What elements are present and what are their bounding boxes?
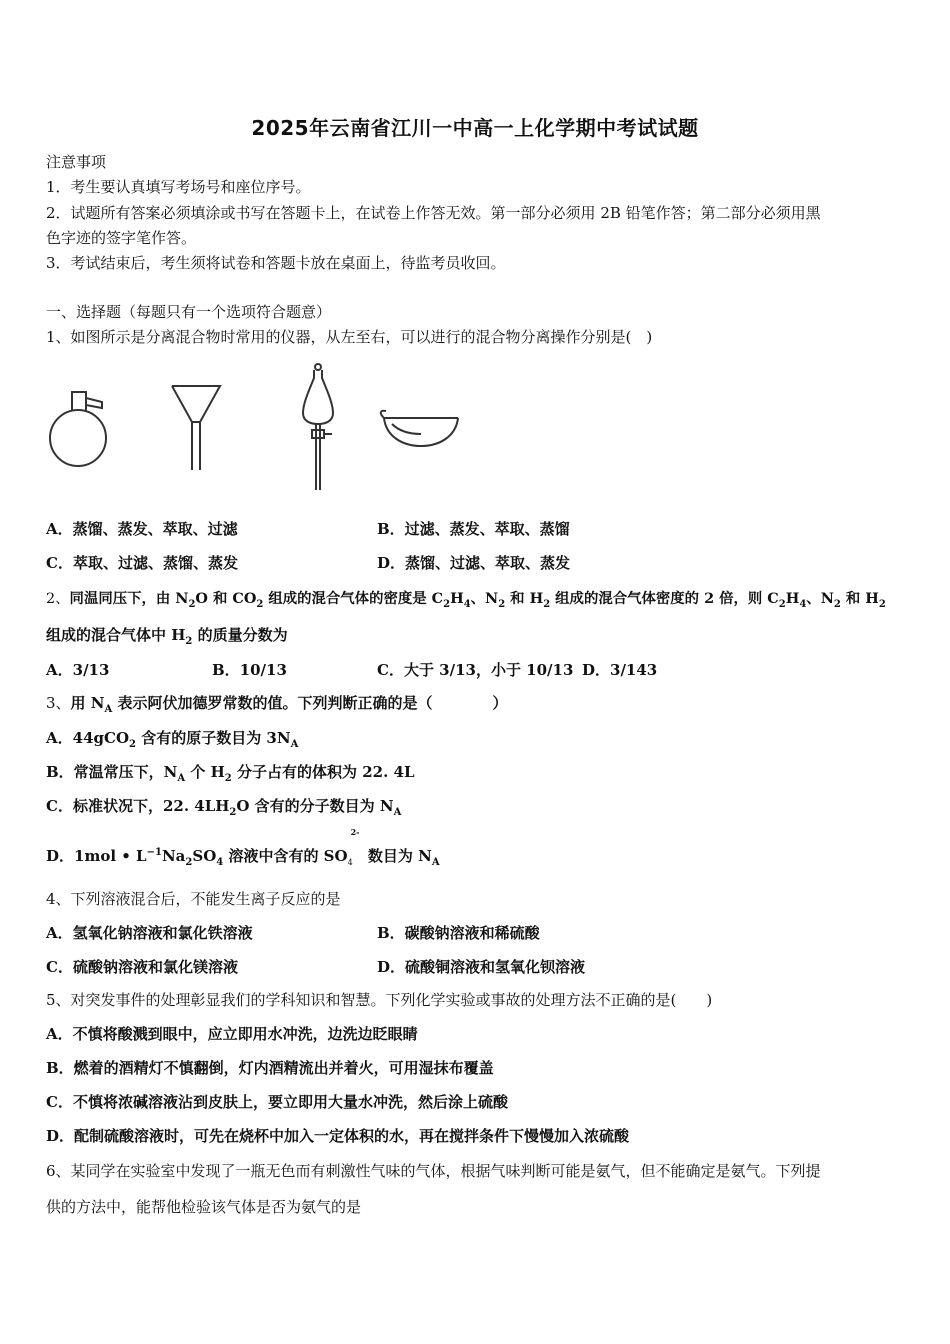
q2-text: 组成的混合气体密度的 2 倍，则 C: [550, 590, 779, 607]
q5-option-c[interactable]: C．不慎将浓碱溶液沾到皮肤上，要立即用大量水冲洗，然后涂上硫酸: [46, 1093, 508, 1111]
q4-stem: 4、下列溶液混合后，不能发生离子反应的是: [46, 890, 341, 908]
q4-option-a[interactable]: A．氢氧化钠溶液和氯化铁溶液: [46, 924, 253, 942]
q2-text: H: [785, 590, 800, 607]
page-title: 2025年云南省江川一中高一上化学期中考试试题: [251, 116, 699, 140]
q2-option-a[interactable]: A．3/13: [46, 661, 110, 679]
q4-option-c[interactable]: C．硫酸钠溶液和氯化镁溶液: [46, 958, 238, 976]
q3-text: O 含有的分子数目为 N: [236, 797, 394, 815]
q2-sub: 2: [878, 598, 886, 610]
q3-sub: 4: [216, 857, 224, 868]
q1-option-b[interactable]: B．过滤、蒸发、萃取、蒸馏: [377, 520, 570, 538]
note-item: 2．试题所有答案必须填涂或书写在答题卡上，在试卷上作答无效。第一部分必须用 2B 铅笔作答；第二部分必须用黑: [46, 204, 821, 222]
q3-text: 表示阿伏加德罗常数的值。下列判断正确的是（ ）: [112, 694, 508, 712]
q2-sub: 4: [799, 598, 807, 610]
q3-sub: 2: [185, 857, 193, 868]
q2-option-b[interactable]: B．10/13: [212, 661, 287, 679]
q3-option-b[interactable]: [46, 762, 415, 789]
q3-text: Na: [161, 847, 186, 865]
q3-text: 个 H: [185, 763, 225, 781]
q1-stem: 1、如图所示是分离混合物时常用的仪器，从左至右，可以进行的混合物分离操作分别是( ): [46, 328, 653, 346]
q2-sub: 4: [463, 598, 471, 610]
q3-text: SO: [192, 847, 217, 865]
q3-option-c[interactable]: [46, 796, 401, 823]
q2-text: H: [450, 590, 464, 607]
q3-stem: [46, 693, 507, 720]
q1-option-c[interactable]: C．萃取、过滤、蒸馏、蒸发: [46, 554, 238, 572]
q2-text: 组成的混合气体的密度是 C: [263, 590, 444, 607]
q5-option-d[interactable]: D．配制硫酸溶液时，可先在烧杯中加入一定体积的水，再在搅拌条件下慢慢加入浓硫酸: [46, 1127, 630, 1145]
note-item: 3．考试结束后，考生须将试卷和答题卡放在桌面上，待监考员收回。: [46, 254, 506, 272]
q3-text: B．常温常压下，N: [46, 763, 178, 781]
q3-sup: −1: [146, 847, 162, 858]
q3-sub: A: [431, 857, 440, 868]
q3-text: D．1mol • L: [46, 847, 147, 865]
sulfate-charge: [347, 827, 360, 873]
q3-sub: A: [104, 704, 113, 715]
q5-stem: 5、对突发事件的处理彰显我们的学科知识和智慧。下列化学实验或事故的处理方法不正确的是( ): [46, 991, 713, 1009]
q3-text: A．44gCO: [46, 729, 130, 747]
q3-text: 含有的原子数目为 3N: [135, 729, 291, 747]
flask-icon: [50, 392, 106, 466]
q2-text: 和 H: [840, 590, 879, 607]
q2-stem-line2: [46, 625, 288, 652]
q2-sub: 2: [778, 598, 786, 610]
q2-sub: 2: [543, 598, 551, 610]
q1-option-d[interactable]: D．蒸馏、过滤、萃取、蒸发: [377, 554, 571, 572]
q3-sub: 2: [129, 739, 136, 750]
q3-option-d[interactable]: [46, 827, 440, 873]
q3-sub: 2: [229, 807, 237, 818]
q2-text: O 和 CO: [195, 590, 257, 607]
q3-sub: A: [290, 739, 299, 750]
q2-sub: 2: [833, 598, 841, 610]
q3-text: C．标准状况下，22. 4LH: [46, 797, 230, 815]
q3-text: 用 N: [70, 694, 105, 712]
q6-stem-line2: 供的方法中，能帮他检验该气体是否为氨气的是: [46, 1198, 362, 1216]
q5-option-a[interactable]: A．不慎将酸溅到眼中，应立即用水冲洗，边洗边眨眼睛: [46, 1025, 418, 1043]
q6-stem-line1: 6、某同学在实验室中发现了一瓶无色而有刺激性气味的气体，根据气味判断可能是氨气，但不能确定是氨气。下列提: [46, 1162, 821, 1180]
q5-option-b[interactable]: B．燃着的酒精灯不慎翻倒，灯内酒精流出并着火，可用湿抹布覆盖: [46, 1059, 494, 1077]
notes-heading: 注意事项: [46, 153, 107, 171]
q2-text: 同温同压下，由 N: [69, 590, 189, 607]
q3-sub: A: [177, 773, 186, 784]
q2-number: 2、: [46, 591, 70, 607]
section-heading: 一、选择题（每题只有一个选项符合题意）: [46, 303, 332, 321]
funnel-icon: [172, 386, 220, 470]
q3-sub: 2: [224, 773, 232, 784]
q3-option-a[interactable]: [46, 728, 298, 755]
q2-stem-line1: [46, 589, 886, 615]
q3-text: 分子占有的体积为 22. 4L: [231, 763, 415, 781]
q4-option-d[interactable]: D．硫酸铜溶液和氢氧化钡溶液: [377, 958, 586, 976]
q2-text: 的质量分数为: [192, 626, 288, 644]
q2-option-c[interactable]: C．大于 3/13，小于 10/13: [377, 661, 574, 679]
q2-text: 、N: [470, 590, 499, 607]
q2-sub: 2: [256, 598, 264, 610]
separatory-funnel-icon: [303, 364, 333, 490]
q3-number: 3、: [46, 694, 71, 712]
note-item: 色字迹的签字笔作答。: [46, 229, 197, 247]
q2-option-d[interactable]: D．3/143: [582, 661, 658, 679]
q4-option-b[interactable]: B．碳酸钠溶液和稀硫酸: [377, 924, 540, 942]
q1-apparatus-figure: [40, 358, 480, 498]
q2-sub: 2: [185, 636, 193, 647]
q3-sub: 4: [347, 858, 353, 867]
q2-text: 组成的混合气体中 H: [46, 626, 186, 644]
q3-text: 数目为 N: [362, 847, 432, 865]
q2-sub: 2: [443, 598, 451, 610]
q2-sub: 2: [188, 598, 196, 610]
q3-sub: A: [393, 807, 402, 818]
q2-text: 和 H: [505, 590, 544, 607]
q3-text: 溶液中含有的 SO: [223, 847, 348, 865]
q3-charge: 2-: [350, 827, 360, 837]
evaporating-dish-icon: [381, 411, 458, 446]
q1-option-a[interactable]: A．蒸馏、蒸发、萃取、过滤: [46, 520, 238, 538]
q2-text: 、N: [806, 590, 834, 607]
note-item: 1．考生要认真填写考场号和座位序号。: [46, 178, 311, 196]
q2-sub: 2: [498, 598, 506, 610]
